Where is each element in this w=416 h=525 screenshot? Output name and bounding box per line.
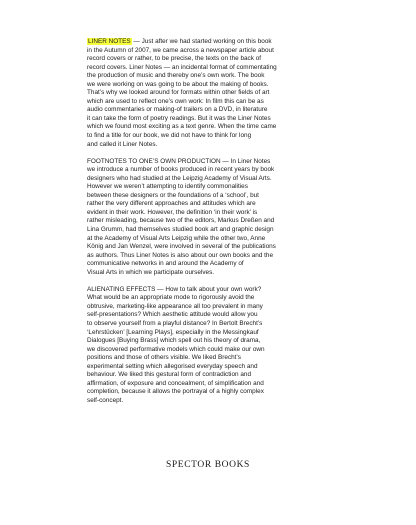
text-line: self-presentations? Which aesthetic attitude would allow you	[87, 311, 258, 319]
text-line: to find a title for our book, we did not have to think for long	[87, 132, 252, 140]
text-line: and called it Liner Notes.	[87, 140, 158, 148]
text-line: affirmation, of exposure and concealment, of simplification and	[87, 379, 264, 387]
paragraph-alienating-effects	[87, 286, 337, 406]
text-line: FOOTNOTES TO ONE’S OWN PRODUCTION — In Liner Notes	[87, 157, 271, 165]
text-line: we introduce a number of books produced in recent years by book	[87, 166, 275, 174]
text-line: the production of music and thereby one’s own work. The book	[87, 72, 265, 80]
text-line: rather misleading, because two of the editors, Markus Dreßen and	[87, 217, 275, 225]
text-line: Dialogues [Buying Brass] which spell out his theory of drama,	[87, 337, 261, 345]
text-line: What would be an appropriate mode to rigorously avoid the	[87, 294, 255, 302]
text-line: rather the very different approaches and attitudes which are	[87, 200, 256, 208]
text-line: we discovered performative models which could make our own	[87, 345, 265, 353]
text-line: That’s why we looked around for formats within other fields of art	[87, 89, 270, 97]
text-line: ‘Lehrstücken’ [Learning Plays], especially in the Messingkauf	[87, 328, 259, 336]
text-line: However we weren’t attempting to identify commonalities	[87, 183, 248, 191]
text-line: between these designers or the foundations of a ‘school’, but	[87, 191, 259, 199]
paragraph-liner-notes	[87, 38, 337, 149]
text-line: positions and those of others visible. We liked Brecht’s	[87, 354, 241, 362]
text-line: König and Jan Wenzel, were involved in several of the publications	[87, 243, 276, 251]
text-line: behaviour. We liked this gestural form of contradiction and	[87, 371, 251, 379]
text-line: which are used to reflect one’s own work: In film this can be as	[87, 97, 264, 105]
text-line: audio commentaries or making-of trailers on a DVD, in literature	[87, 106, 268, 114]
highlighted-heading: LINER NOTES	[88, 38, 131, 45]
text-line: evident in their work. However, the definition ‘in their work’ is	[87, 208, 258, 216]
text-line: Lina Grumm, had themselves studied book art and graphic design	[87, 225, 274, 233]
text-line: self-concept.	[87, 396, 124, 404]
text-line	[87, 38, 337, 47]
text-line: ALIENATING EFFECTS — How to talk about your own work?	[87, 285, 262, 293]
text-line: to observe yourself from a playful distance? In Bertolt Brecht’s	[87, 319, 263, 327]
text-line: obtrusive, marketing-like appearance all too prevalent in many	[87, 302, 263, 310]
heading-continuation: — Just after we had started working on this book	[131, 38, 272, 45]
cover-text-block	[87, 38, 337, 405]
text-line: Visual Arts in which we participate ourselves.	[87, 268, 215, 276]
text-line: which we found most exciting as a text genre. When the time came	[87, 123, 277, 131]
text-line: designers who had studied at the Leipzig Academy of Visual Arts.	[87, 174, 272, 182]
text-line: as authors. Thus Liner Notes is also about our own books and the	[87, 251, 274, 259]
text-line: completion, because it allows the portrayal of a highly complex	[87, 388, 264, 396]
text-line: record covers or rather, to be precise, the texts on the back of	[87, 55, 262, 63]
text-line: record covers. Liner Notes — an incidental format of commentating	[87, 63, 277, 71]
paragraph-footnotes	[87, 158, 337, 278]
text-line: communicative networks in and around the Academy of	[87, 260, 244, 268]
text-line: at the Academy of Visual Arts Leipzig while the other two, Anne	[87, 234, 266, 242]
text-line: we were working on was going to be about the making of books.	[87, 80, 269, 88]
text-line: in the Autumn of 2007, we came across a newspaper article about	[87, 46, 274, 54]
publisher-logo: SPECTOR BOOKS	[166, 460, 250, 470]
text-line: it can take the form of poetry readings. But it was the Liner Notes	[87, 114, 271, 122]
text-line: experimental setting which allegorised everyday speech and	[87, 362, 258, 370]
